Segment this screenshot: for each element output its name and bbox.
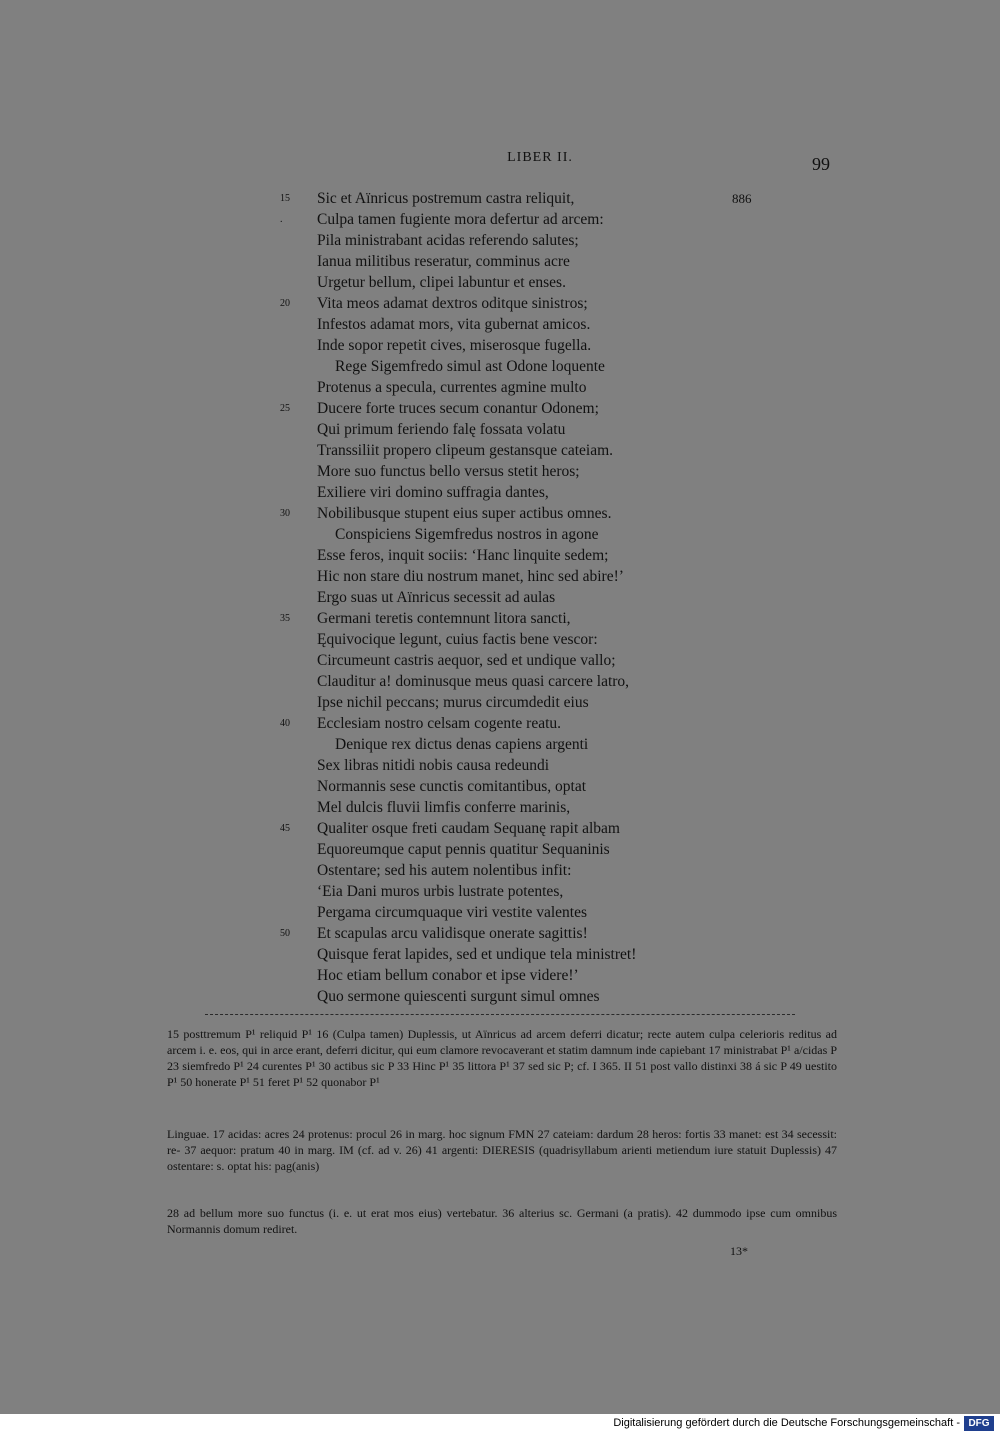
verse-text: Germani teretis contemnunt litora sancti, (317, 610, 571, 627)
footer-credit: Digitalisierung gefördert durch die Deutsche Forschungsgemeinschaft - (613, 1417, 960, 1429)
verse-text: Equoreumque caput pennis quatitur Sequaninis (317, 841, 610, 858)
verse-line (280, 608, 800, 629)
line-number: 25 (280, 403, 290, 414)
verse-line (280, 419, 800, 440)
page-number: 99 (812, 154, 830, 174)
verse-line (280, 545, 800, 566)
line-number: 35 (280, 613, 290, 624)
verse-text: Nobilibusque stupent eius super actibus omnes. (317, 505, 612, 522)
verse-line (280, 986, 800, 1007)
verse-line (280, 776, 800, 797)
verse-line (280, 692, 800, 713)
verse-text: Conspiciens Sigemfredus nostros in agone (335, 526, 599, 543)
commentary-notes (167, 1205, 837, 1237)
verse-line (280, 398, 800, 419)
verse-text: Infestos adamat mors, vita gubernat amicos. (317, 316, 591, 333)
line-number: 45 (280, 823, 290, 834)
verse-line (280, 209, 800, 230)
verse-line (280, 524, 800, 545)
verse-line (280, 734, 800, 755)
verse-text: Ianua militibus reseratur, comminus acre (317, 253, 570, 270)
verse-text: Quisque ferat lapides, sed et undique tela ministret! (317, 946, 637, 963)
footnote-rule (205, 1014, 795, 1015)
verse-text: Circumeunt castris aequor, sed et undique vallo; (317, 652, 616, 669)
apparatus-text: 15 posttremum P¹ reliquid P¹ 16 (Culpa tamen) Duplessis, ut Aïnricus ad arcem deferri dicatur; recte autem culpa celerioris reditus ad arcem i. e. eos, qui in arce erant, deferri dicitur, qui eum clamore revocaverant et statim damnum inde capiebant 17 ministrabat P¹ a/cidas P 23 siemfredo P¹ 24 curentes P¹ 30 actibus sic P 33 Hinc P¹ 35 littora P¹ 37 sed sic P; cf. I 365. II 51 post vallo distinxi 38 á sic P 49 uestito P¹ 50 honerate P¹ 51 feret P¹ 52 quonabor P¹ (167, 1027, 837, 1089)
verse-text: Mel dulcis fluvii limfis conferre marinis, (317, 799, 571, 816)
verse-line (280, 188, 800, 209)
running-title: LIBER II. (507, 150, 573, 165)
verse-text: Pila ministrabant acidas referendo salutes; (317, 232, 579, 249)
verse-text: Ostentare; sed his autem nolentibus infit: (317, 862, 572, 879)
verse-line (280, 356, 800, 377)
verse-text: Protenus a specula, currentes agmine multo (317, 379, 587, 396)
verse-text: Exiliere viri domino suffragia dantes, (317, 484, 549, 501)
verse-text: Hic non stare diu nostrum manet, hinc sed abire!’ (317, 568, 624, 585)
verse-text: Ducere forte truces secum conantur Odonem; (317, 400, 599, 417)
gloss-text: Linguae. 17 acidas: acres 24 protenus: procul 26 in marg. hoc signum FMN 27 cateiam: dardum 28 heros: fortis 33 manet: est 34 secessit: re- 37 aequor: pratum 40 in marg. IM (cf. ad v. 26) 41 argenti: DIERESIS (quadrisyllabum arienti metiendum iure statuit Duplessis) 47 ostentare: s. optat his: pag(anis) (167, 1127, 837, 1173)
verse-text: Urgetur bellum, clipei labuntur et enses. (317, 274, 566, 291)
verse-line (280, 461, 800, 482)
line-number: 30 (280, 508, 290, 519)
line-number: 50 (280, 928, 290, 939)
verse-text: Ipse nichil peccans; murus circumdedit eius (317, 694, 589, 711)
verse-line (280, 923, 800, 944)
line-number: . (280, 214, 283, 225)
verse-text: Culpa tamen fugiente mora defertur ad arcem: (317, 211, 604, 228)
verse-text: Ecclesiam nostro celsam cogente reatu. (317, 715, 562, 732)
verse-line (280, 314, 800, 335)
verse-line (280, 671, 800, 692)
verse-line (280, 755, 800, 776)
verse-line (280, 713, 800, 734)
verse-text: Ergo suas ut Aïnricus secessit ad aulas (317, 589, 556, 606)
verse-line (280, 440, 800, 461)
verse-line (280, 503, 800, 524)
verse-line (280, 230, 800, 251)
verse-text: ‘Eia Dani muros urbis lustrate potentes, (317, 883, 564, 900)
verse-text: Inde sopor repetit cives, miserosque fugella. (317, 337, 592, 354)
verse-line (280, 650, 800, 671)
verse-line (280, 944, 800, 965)
dfg-logo-icon: DFG (964, 1416, 994, 1431)
verse-line (280, 566, 800, 587)
verse-text: Ęquivocique legunt, cuius factis bene vescor: (317, 631, 598, 648)
verse-line (280, 377, 800, 398)
verse-text: Hoc etiam bellum conabor et ipse videre!’ (317, 967, 579, 984)
year-reference: 886 (732, 191, 752, 206)
verse-line (280, 335, 800, 356)
verse-text: Vita meos adamat dextros oditque sinistros; (317, 295, 588, 312)
line-number: 20 (280, 298, 290, 309)
verse-line (280, 272, 800, 293)
commentary-text: 28 ad bellum more suo functus (i. e. ut erat mos eius) vertebatur. 36 alterius sc. Germani (a pratis). 42 dummodo ipse cum omnibus Normannis domum rediret. (167, 1206, 837, 1236)
verse-line (280, 797, 800, 818)
signature-mark: 13* (730, 1244, 748, 1258)
verse-line (280, 482, 800, 503)
verse-text: Normannis sese cunctis comitantibus, optat (317, 778, 587, 795)
verse-text: Transsiliit propero clipeum gestansque cateiam. (317, 442, 614, 459)
verse-line (280, 839, 800, 860)
verse-text: Clauditur a! dominusque meus quasi carcere latro, (317, 673, 630, 690)
verse-block (280, 188, 800, 1007)
verse-text: Denique rex dictus denas capiens argenti (335, 736, 589, 753)
verse-text: Qui primum feriendo falę fossata volatu (317, 421, 566, 438)
verse-line (280, 818, 800, 839)
verse-text: Sic et Aïnricus postremum castra reliquit, (317, 190, 575, 207)
verse-line (280, 860, 800, 881)
gloss-notes (167, 1126, 837, 1174)
verse-line (280, 587, 800, 608)
verse-text: Sex libras nitidi nobis causa redeundi (317, 757, 550, 774)
line-number: 15 (280, 193, 290, 204)
verse-text: More suo functus bello versus stetit heros; (317, 463, 580, 480)
verse-line (280, 902, 800, 923)
line-number: 40 (280, 718, 290, 729)
verse-text: Et scapulas arcu validisque onerate sagittis! (317, 925, 588, 942)
verse-line (280, 881, 800, 902)
verse-text: Esse feros, inquit sociis: ‘Hanc linquite sedem; (317, 547, 609, 564)
verse-text: Pergama circumquaque viri vestite valentes (317, 904, 588, 921)
critical-apparatus (167, 1026, 837, 1090)
verse-line (280, 293, 800, 314)
digitization-footer (0, 1414, 1000, 1434)
verse-line (280, 629, 800, 650)
verse-text: Rege Sigemfredo simul ast Odone loquente (335, 358, 605, 375)
verse-text: Quo sermone quiescenti surgunt simul omnes (317, 988, 600, 1005)
verse-text: Qualiter osque freti caudam Sequanę rapit albam (317, 820, 620, 837)
verse-line (280, 251, 800, 272)
verse-line (280, 965, 800, 986)
